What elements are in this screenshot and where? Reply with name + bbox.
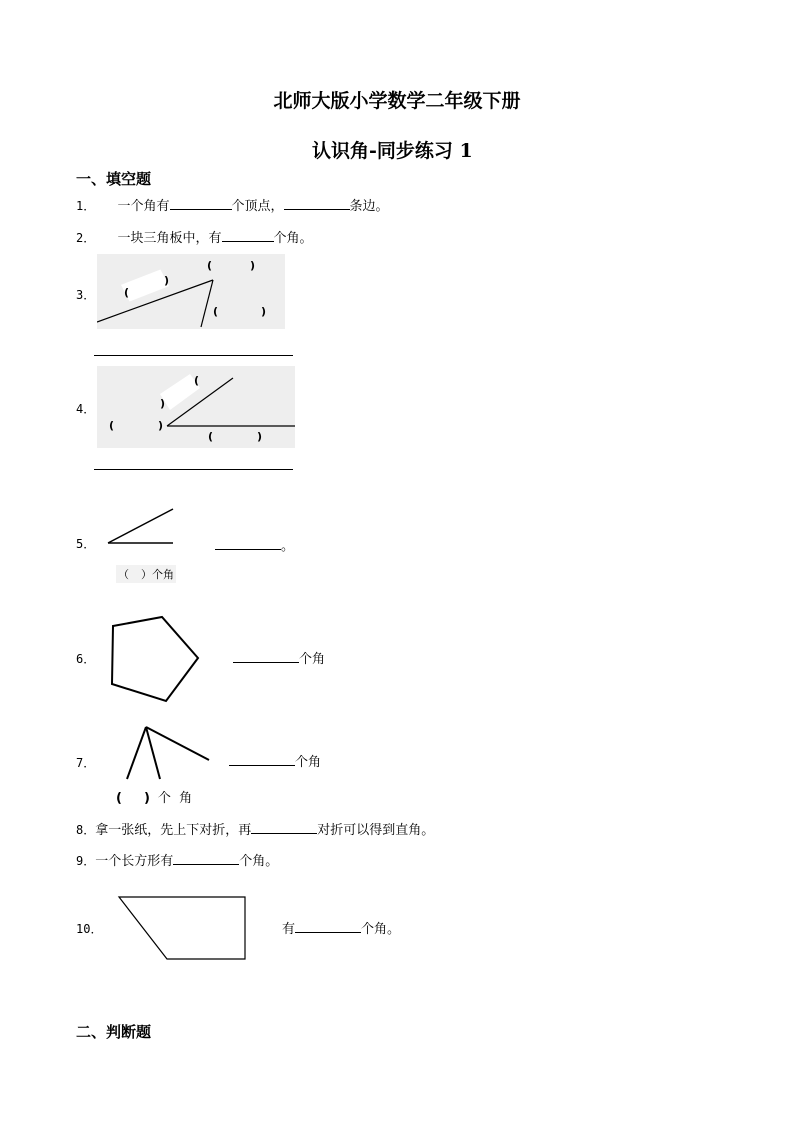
label-paren: ) (250, 259, 256, 272)
question-number: 1． (76, 199, 96, 213)
answer-blank[interactable] (284, 197, 350, 210)
angle-count-caption (116, 787, 192, 806)
label-paren: ( (124, 286, 130, 299)
answer-blank[interactable] (173, 852, 239, 865)
answer-blank[interactable] (229, 753, 295, 766)
question-number: 10． (76, 922, 103, 936)
question-text: 一个角有 (117, 199, 170, 214)
question-number: 8． (76, 823, 96, 837)
label-paren: ( (213, 305, 219, 318)
question-1 (76, 195, 389, 214)
question-number: 5． (76, 537, 96, 551)
pentagon-figure (106, 612, 202, 704)
question-text: 个角。 (361, 922, 401, 937)
question-number: 9． (76, 854, 96, 868)
answer-blank[interactable] (251, 821, 317, 834)
question-7-answer (229, 751, 321, 770)
question-2 (76, 227, 313, 246)
label-paren: ) (261, 305, 267, 318)
document-subtitle: 认识角-同步练习 1 (312, 140, 473, 162)
question-text: 个顶点， (231, 199, 284, 214)
rays-figure (120, 722, 212, 782)
question-9 (76, 850, 278, 869)
caption-paren: ） (141, 568, 152, 581)
label-paren: ( (194, 374, 200, 387)
answer-blank[interactable] (170, 197, 232, 210)
trapezoid-figure (117, 895, 249, 963)
caption-text: 个 角 (157, 791, 193, 806)
question-6-answer (233, 648, 325, 667)
label-paren: ( (109, 419, 115, 432)
question-text: 一个长方形有 (95, 854, 174, 869)
question-8 (76, 819, 434, 838)
document-title: 北师大版小学数学二年级下册 (273, 90, 521, 112)
question-number: 3． (76, 288, 96, 302)
question-number: 2． (76, 231, 96, 245)
label-paren: ) (160, 397, 166, 410)
label-paren: ) (158, 419, 164, 432)
question-5-answer (215, 535, 294, 554)
question-10-answer (282, 918, 400, 937)
section-heading-true-false: 二、判断题 (76, 1023, 152, 1041)
question-text: 个角。 (239, 854, 279, 869)
caption-text: 个角 (152, 568, 174, 581)
question-text: 拿一张纸，先上下对折，再 (95, 823, 252, 838)
caption-paren: （ (118, 568, 129, 581)
angle-figure-4 (97, 366, 295, 448)
question-text: 个角 (295, 755, 322, 770)
question-text: 个角。 (273, 231, 313, 246)
caption-paren: ) (143, 791, 150, 806)
angle-figure-5 (106, 506, 176, 546)
answer-blank[interactable] (295, 920, 361, 933)
question-text: 。 (281, 539, 295, 554)
answer-line[interactable] (94, 469, 293, 470)
question-number: 6． (76, 652, 96, 666)
question-text: 有 (282, 922, 296, 937)
label-paren: ( (208, 430, 214, 443)
angle-count-caption (116, 565, 176, 583)
answer-blank[interactable] (222, 229, 274, 242)
caption-paren: ( (116, 791, 122, 806)
question-number: 7． (76, 756, 96, 770)
angle-figure-3 (97, 254, 285, 329)
answer-blank[interactable] (215, 537, 281, 550)
question-text: 对折可以得到直角。 (317, 823, 435, 838)
question-text: 一块三角板中，有 (117, 231, 222, 246)
label-paren: ( (207, 259, 213, 272)
section-heading-fill-in: 一、填空题 (76, 170, 152, 188)
question-number: 4． (76, 402, 96, 416)
answer-blank[interactable] (233, 650, 299, 663)
label-paren: ) (257, 430, 263, 443)
label-paren: ) (164, 274, 170, 287)
question-text: 条边。 (349, 199, 389, 214)
answer-line[interactable] (94, 355, 293, 356)
question-text: 个角 (299, 652, 326, 667)
